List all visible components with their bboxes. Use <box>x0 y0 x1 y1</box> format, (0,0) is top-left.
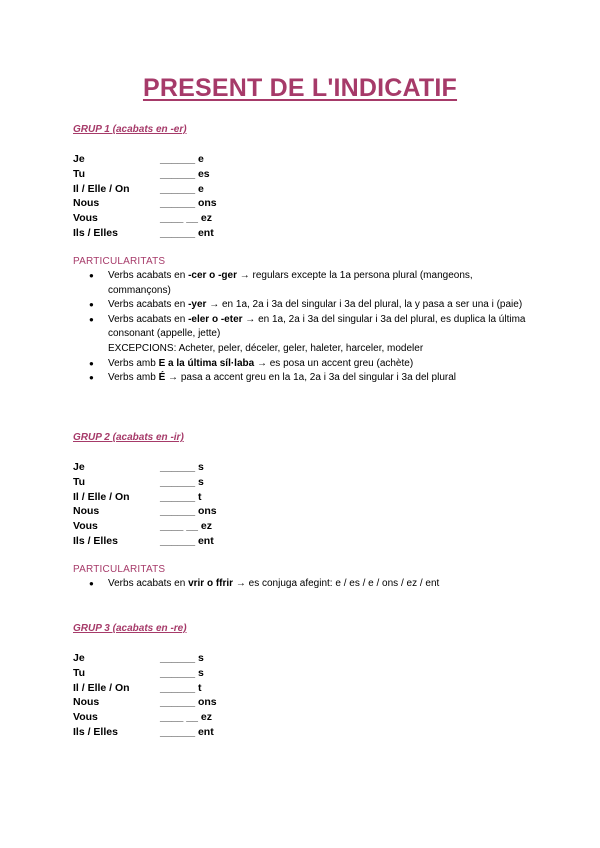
ending-blank: ______ t <box>160 681 202 694</box>
group-2-conjugation-table <box>73 460 373 549</box>
pronoun: Il / Elle / On <box>73 490 130 503</box>
conjugation-row <box>73 152 373 167</box>
pronoun: Tu <box>73 167 86 180</box>
ending-blank: ______ ent <box>160 226 214 239</box>
group-2-heading: GRUP 2 (acabats en -ir) <box>73 432 184 443</box>
group-1-particularities-label: PARTICULARITATS <box>73 256 166 267</box>
conjugation-row <box>73 710 373 725</box>
list-item: ● Verbs amb É → pasa a accent greu en la 1a, 2a i 3a del singular i 3a del plural <box>93 371 533 386</box>
ending-blank: ______ s <box>160 475 204 488</box>
pronoun: Nous <box>73 696 100 709</box>
ending-blank: ______ ons <box>160 505 217 518</box>
pronoun: Tu <box>73 475 86 488</box>
ending-blank: ______ t <box>160 490 202 503</box>
group-2-particularities-label: PARTICULARITATS <box>73 564 166 575</box>
ending-blank: ____ __ ez <box>160 520 212 533</box>
conjugation-row <box>73 504 373 519</box>
conjugation-row <box>73 196 373 211</box>
ending-blank: ______ ent <box>160 725 214 738</box>
pronoun: Je <box>73 153 85 165</box>
group-1-conjugation-table <box>73 152 373 241</box>
pronoun: Ils / Elles <box>73 226 118 239</box>
conjugation-row <box>73 182 373 197</box>
conjugation-row <box>73 651 373 666</box>
ending-blank: ____ __ ez <box>160 212 212 225</box>
page-title: PRESENT DE L'INDICATIF <box>142 74 458 102</box>
ending-blank: ______ s <box>160 461 204 473</box>
ending-blank: ______ ons <box>160 696 217 709</box>
ending-blank: ____ __ ez <box>160 711 212 724</box>
pronoun: Il / Elle / On <box>73 681 130 694</box>
ending-blank: ______ e <box>160 153 204 165</box>
pronoun: Je <box>73 652 85 664</box>
exceptions-note: EXCEPCIONS: Acheter, peler, déceler, geler, haleter, harceler, modeler <box>108 342 424 354</box>
ending-blank: ______ s <box>160 666 204 679</box>
ending-blank: ______ ons <box>160 197 217 210</box>
conjugation-row <box>73 725 373 740</box>
group-3-heading: GRUP 3 (acabats en -re) <box>73 623 187 634</box>
group-2-particularities-list <box>93 577 533 592</box>
list-item: ● Verbs acabats en -eler o -eter → en 1a, 2a i 3a del singular i 3a del plural, es duplica la última consonant (appelle, jette) <box>93 313 533 342</box>
pronoun: Je <box>73 461 85 473</box>
pronoun: Il / Elle / On <box>73 182 130 195</box>
group-1-particularities-list <box>93 269 533 386</box>
pronoun: Ils / Elles <box>73 534 118 547</box>
conjugation-row <box>73 534 373 549</box>
list-item: ● Verbs acabats en vrir o ffrir → es conjuga afegint: e / es / e / ons / ez / ent <box>93 577 533 592</box>
pronoun: Vous <box>73 212 98 225</box>
ending-blank: ______ s <box>160 652 204 664</box>
group-3-conjugation-table <box>73 651 373 740</box>
conjugation-row <box>73 475 373 490</box>
pronoun: Ils / Elles <box>73 725 118 738</box>
pronoun: Nous <box>73 505 100 518</box>
pronoun: Vous <box>73 711 98 724</box>
group-1-heading: GRUP 1 (acabats en -er) <box>73 124 187 135</box>
conjugation-row <box>73 519 373 534</box>
list-item: ● Verbs acabats en -cer o -ger → regulars excepte la 1a persona plural (mangeons, commançons) <box>93 269 533 298</box>
conjugation-row <box>73 490 373 505</box>
conjugation-row <box>73 666 373 681</box>
ending-blank: ______ e <box>160 182 204 195</box>
ending-blank: ______ ent <box>160 534 214 547</box>
conjugation-row <box>73 681 373 696</box>
ending-blank: ______ es <box>160 167 210 180</box>
conjugation-row <box>73 460 373 475</box>
pronoun: Vous <box>73 520 98 533</box>
pronoun: Tu <box>73 666 86 679</box>
conjugation-row <box>73 167 373 182</box>
list-item: ● Verbs acabats en -yer → en 1a, 2a i 3a del singular i 3a del plural, la y pasa a ser una i (paie) <box>93 298 533 313</box>
conjugation-row <box>73 695 373 710</box>
list-item: ● Verbs amb E a la última síl·laba → es posa un accent greu (achète) <box>93 357 533 372</box>
pronoun: Nous <box>73 197 100 210</box>
conjugation-row <box>73 226 373 241</box>
conjugation-row <box>73 211 373 226</box>
